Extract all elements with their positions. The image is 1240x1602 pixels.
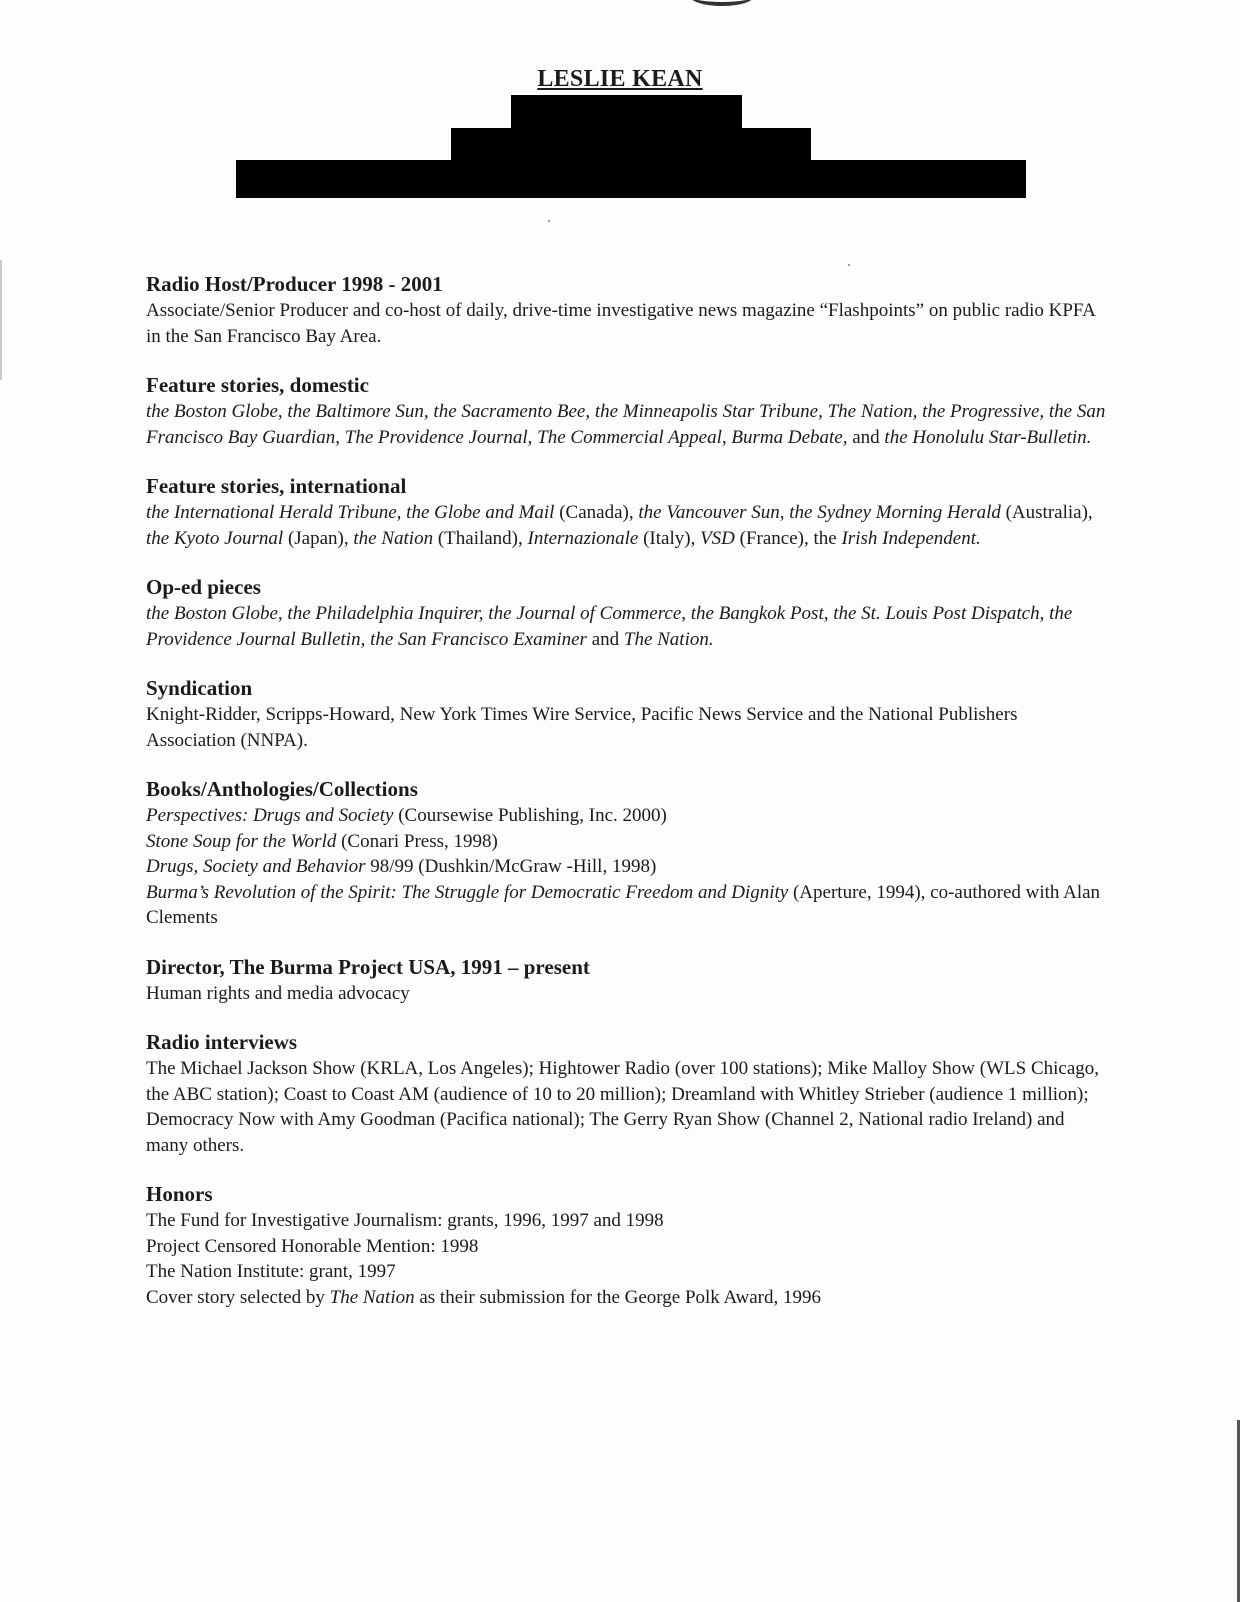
page-title: LESLIE KEAN — [537, 66, 703, 92]
section-books — [146, 775, 1106, 931]
section-heading: Honors — [146, 1182, 213, 1206]
section-heading: Feature stories, international — [146, 474, 407, 498]
text-fragment: (Japan), — [283, 527, 354, 549]
book-details: 98/99 (Dushkin/McGraw -Hill, 1998) — [365, 856, 657, 877]
publication-name: VSD — [700, 527, 735, 549]
section-text: Associate/Senior Producer and co-host of daily, drive-time investigative news magazine “Flashpoints” on public radio KPFA in the San Francisco Bay Area. — [146, 300, 1095, 347]
scan-speck — [548, 220, 550, 222]
publication-list: the Boston Globe, the Philadelphia Inquirer, the Journal of Commerce, the Bangkok Post, the St. Louis Post Dispatch, the Providence Journal Bulletin, the San Francisco Examiner — [146, 603, 1073, 650]
text-fragment: (Canada), — [554, 502, 639, 523]
book-title: Drugs, Society and Behavior — [146, 856, 366, 877]
book-item — [146, 880, 1106, 931]
section-oped — [146, 573, 1106, 652]
section-text: Human rights and media advocacy — [146, 982, 410, 1004]
publication-name: the Vancouver Sun, the Sydney Morning Herald — [638, 502, 1001, 523]
section-heading: Feature stories, domestic — [146, 373, 369, 397]
publication-name: Internazionale — [527, 527, 639, 549]
text-fragment: (France), the — [734, 527, 842, 549]
book-item — [146, 803, 1106, 829]
section-heading: Syndication — [146, 676, 253, 700]
redaction-block — [451, 128, 811, 164]
honor-item — [146, 1285, 1106, 1311]
section-heading: Director, The Burma Project USA, 1991 – present — [146, 954, 590, 979]
section-radio-interviews — [146, 1028, 1106, 1158]
honor-item: The Nation Institute: grant, 1997 — [146, 1261, 396, 1282]
section-radio-host — [146, 270, 1106, 349]
honor-item: The Fund for Investigative Journalism: grants, 1996, 1997 and 1998 — [146, 1210, 664, 1231]
scan-speck — [848, 264, 850, 266]
book-title: Perspectives: Drugs and Society — [146, 805, 394, 826]
redaction-block — [236, 160, 1026, 198]
section-text: Knight-Ridder, Scripps-Howard, New York Times Wire Service, Pacific News Service and the National Publishers Association (NNPA). — [146, 704, 1018, 751]
section-heading: Op-ed pieces — [146, 575, 261, 599]
resume-body — [146, 270, 1106, 1332]
section-heading: Books/Anthologies/Collections — [146, 777, 418, 801]
scan-artifact-top — [690, 0, 754, 6]
publication-list: the Boston Globe, the Baltimore Sun, the Sacramento Bee, the Minneapolis Star Tribune, The Nation, the Progressive, the San Francisco Bay Guardian, The Providence Journal, The Commercial Appeal, Burma Debate, — [146, 401, 1106, 448]
section-feature-domestic — [146, 371, 1106, 450]
section-text — [146, 399, 1106, 450]
section-text — [146, 500, 1106, 551]
section-syndication — [146, 674, 1106, 753]
text-fragment: and — [847, 426, 885, 448]
publication-name: the Kyoto Journal — [146, 527, 284, 549]
book-item — [146, 854, 1106, 880]
publication-name: The Nation — [329, 1286, 415, 1308]
text-fragment: and — [586, 628, 624, 650]
section-text: The Michael Jackson Show (KRLA, Los Angeles); Hightower Radio (over 100 stations); Mike Malloy Show (WLS Chicago, the ABC station); Coast to Coast AM (audience of 10 to 20 million); Dreamland with Whitley Strieber (audience 1 million); Democracy Now with Amy Goodman (Pacifica national); The Gerry Ryan Show (Channel 2, National radio Ireland) and many others. — [146, 1058, 1100, 1156]
publication-name: Irish Independent. — [841, 527, 981, 549]
section-feature-international — [146, 472, 1106, 551]
text-fragment: (Italy), — [638, 527, 701, 549]
text-fragment: as their submission for the George Polk Award, 1996 — [414, 1286, 821, 1308]
book-title: Burma’s Revolution of the Spirit: The Struggle for Democratic Freedom and Dignity — [146, 881, 789, 903]
section-honors — [146, 1180, 1106, 1310]
section-heading: Radio interviews — [146, 1030, 298, 1054]
book-details: (Coursewise Publishing, Inc. 2000) — [393, 805, 667, 826]
section-director — [146, 953, 1106, 1007]
text-fragment: (Australia), — [1000, 502, 1093, 523]
publication-name: the Honolulu Star-Bulletin. — [884, 426, 1092, 448]
honor-item: Project Censored Honorable Mention: 1998 — [146, 1235, 479, 1257]
book-details: (Conari Press, 1998) — [336, 830, 498, 852]
publication-name: the Nation — [353, 527, 434, 549]
scan-edge-left — [0, 260, 2, 380]
publication-name: The Nation. — [623, 628, 714, 650]
text-fragment: (Thailand), — [433, 527, 528, 549]
book-title: Stone Soup for the World — [146, 830, 337, 852]
text-fragment: Cover story selected by — [146, 1286, 330, 1308]
section-text — [146, 601, 1106, 652]
publication-name: the International Herald Tribune, the Globe and Mail — [146, 502, 555, 523]
book-item — [146, 829, 1106, 855]
book-details: (Aperture, 1994), co-authored with Alan Clements — [146, 881, 1101, 928]
section-heading: Radio Host/Producer 1998 - 2001 — [146, 272, 443, 296]
